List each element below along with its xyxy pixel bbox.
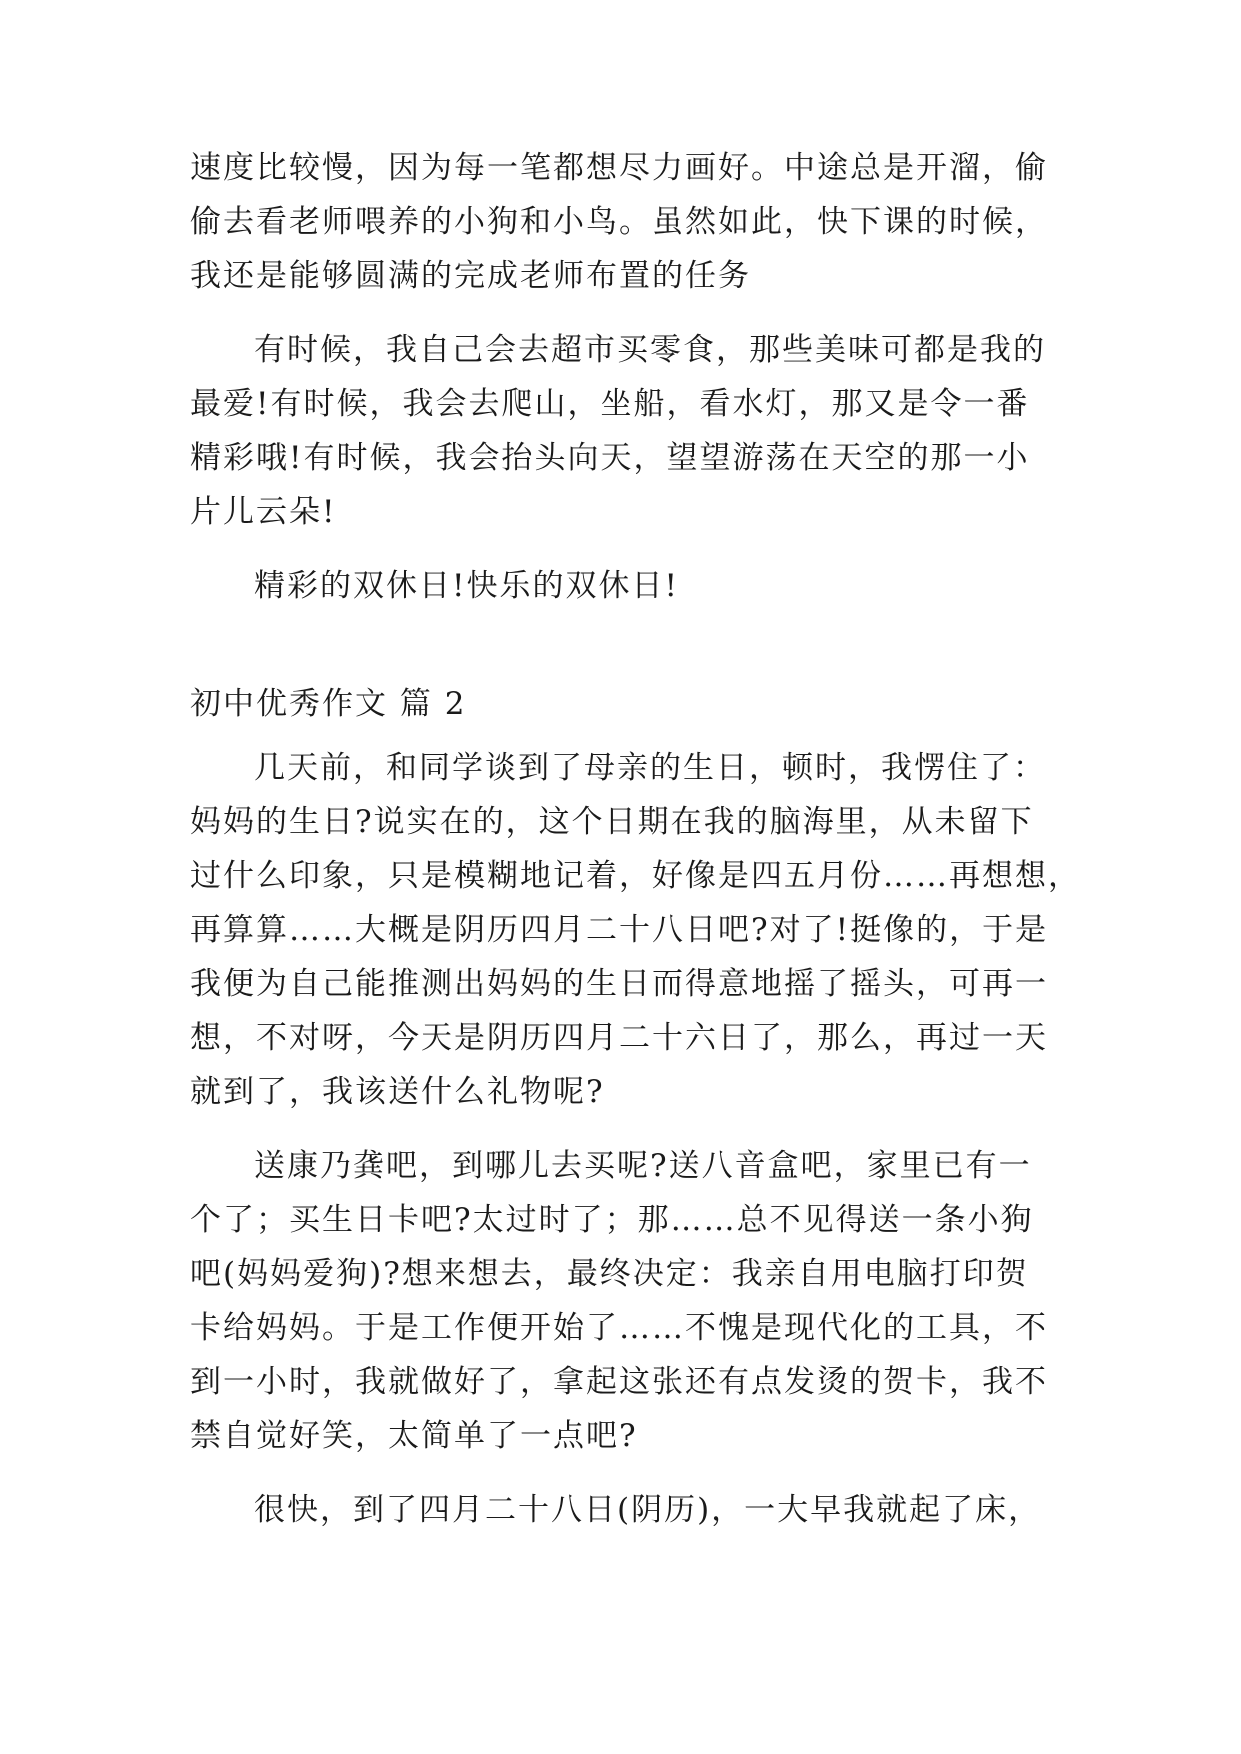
paragraph-line: 再算算……大概是阴历四月二十八日吧?对了!挺像的，于是: [190, 912, 1049, 948]
paragraph-line: 最爱!有时候，我会去爬山，坐船，看水灯，那又是令一番: [190, 386, 1030, 422]
paragraph-line: 卡给妈妈。于是工作便开始了……不愧是现代化的工具，不: [190, 1310, 1048, 1346]
paragraph-line: 禁自觉好笑，太简单了一点吧?: [190, 1418, 638, 1454]
paragraph-line: 我还是能够圆满的完成老师布置的任务: [190, 258, 751, 294]
paragraph-line: 有时候，我自己会去超市买零食，那些美味可都是我的: [254, 332, 1046, 368]
paragraph-line: 速度比较慢，因为每一笔都想尽力画好。中途总是开溜，偷: [190, 150, 1048, 186]
paragraph-line: 就到了，我该送什么礼物呢?: [190, 1074, 605, 1110]
paragraph-line: 想，不对呀，今天是阴历四月二十六日了，那么，再过一天: [190, 1020, 1048, 1056]
paragraph-line: 过什么印象，只是模糊地记着，好像是四五月份……再想想，: [190, 858, 1081, 894]
paragraph-line: 片儿云朵!: [190, 494, 337, 530]
paragraph-line: 妈妈的生日?说实在的，这个日期在我的脑海里，从未留下: [190, 804, 1034, 840]
paragraph-line: 吧(妈妈爱狗)?想来想去，最终决定：我亲自用电脑打印贺: [190, 1256, 1029, 1292]
paragraph-line: 送康乃龚吧，到哪儿去买呢?送八音盒吧，家里已有一: [254, 1148, 1032, 1184]
paragraph-line: 我便为自己能推测出妈妈的生日而得意地摇了摇头，可再一: [190, 966, 1048, 1002]
paragraph-line: 精彩的双休日!快乐的双休日!: [254, 568, 679, 604]
paragraph-line: 很快，到了四月二十八日(阴历)，一大早我就起了床，: [254, 1492, 1042, 1528]
paragraph-line: 到一小时，我就做好了，拿起这张还有点发烫的贺卡，我不: [190, 1364, 1048, 1400]
paragraph-line: 偷去看老师喂养的小狗和小鸟。虽然如此，快下课的时候，: [190, 204, 1048, 240]
paragraph-line: 几天前，和同学谈到了母亲的生日，顿时，我愣住了：: [254, 750, 1046, 786]
paragraph-line: 精彩哦!有时候，我会抬头向天，望望游荡在天空的那一小: [190, 440, 1030, 476]
paragraph-line: 个了；买生日卡吧?太过时了；那……总不见得送一条小狗: [190, 1202, 1034, 1238]
section-title: 初中优秀作文 篇 2: [190, 686, 467, 722]
